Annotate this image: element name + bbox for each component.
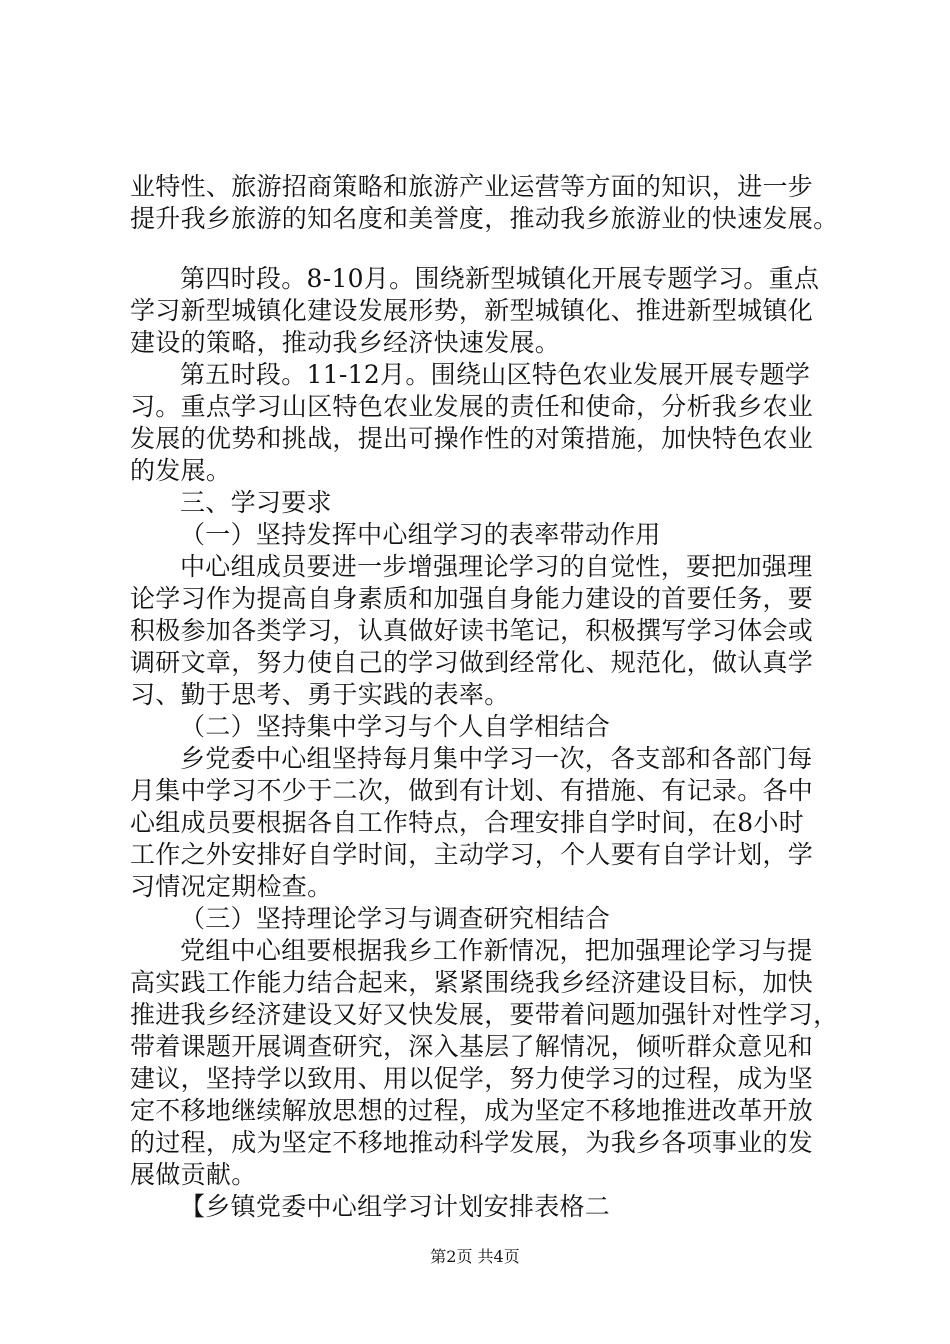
paragraph-gap bbox=[130, 235, 842, 263]
text-line: 调研文章，努力使自己的学习做到经常化、规范化，做认真学 bbox=[130, 648, 814, 677]
text-line: 带着课题开展调查研究，深入基层了解情况，倾听群众意见和 bbox=[130, 1032, 814, 1061]
text-line: 定不移地继续解放思想的过程，成为坚定不移地推进改革开放 bbox=[130, 1096, 814, 1125]
text-line: 中心组成员要进一步增强理论学习的自觉性，要把加强理 bbox=[180, 552, 813, 581]
text-line: 月集中学习不少于二次，做到有计划、有措施、有记录。各中 bbox=[130, 776, 814, 805]
text-line: 建议，坚持学以致用、用以促学，努力使学习的过程，成为坚 bbox=[130, 1064, 814, 1093]
subsection-heading: （一）坚持发挥中心组学习的表率带动作用 bbox=[180, 520, 661, 549]
text-line: 推进我乡经济建设又好又快发展，要带着问题加强针对性学习， bbox=[130, 1000, 839, 1029]
section-heading: 三、学习要求 bbox=[180, 488, 332, 517]
text-line: 高实践工作能力结合起来，紧紧围绕我乡经济建设目标，加快 bbox=[130, 968, 814, 997]
text-line: 党组中心组要根据我乡工作新情况，把加强理论学习与提 bbox=[180, 936, 813, 965]
page-footer: 第2页 共4页 bbox=[430, 1247, 520, 1266]
link-heading: 【乡镇党委中心组学习计划安排表格二 bbox=[180, 1192, 611, 1221]
text-line: 学习新型城镇化建设发展形势，新型城镇化、推进新型城镇化 bbox=[130, 296, 814, 325]
text-line: 建设的策略，推动我乡经济快速发展。 bbox=[130, 328, 561, 357]
subsection-heading: （二）坚持集中学习与个人自学相结合 bbox=[180, 712, 611, 741]
text-line: 提升我乡旅游的知名度和美誉度，推动我乡旅游业的快速发展。 bbox=[130, 204, 839, 233]
text-line: 论学习作为提高自身素质和加强自身能力建设的首要任务，要 bbox=[130, 584, 814, 613]
text-line: 发展的优势和挑战，提出可操作性的对策措施，加快特色农业 bbox=[130, 424, 814, 453]
text-line: 心组成员要根据各自工作特点，合理安排自学时间，在8小时 bbox=[130, 808, 805, 837]
text-line: 业特性、旅游招商策略和旅游产业运营等方面的知识，进一步 bbox=[130, 172, 814, 201]
document-body bbox=[130, 171, 842, 1223]
text-line: 展做贡献。 bbox=[130, 1160, 257, 1189]
text-line: 的过程，成为坚定不移地推动科学发展，为我乡各项事业的发 bbox=[130, 1128, 814, 1157]
subsection-heading: （三）坚持理论学习与调查研究相结合 bbox=[180, 904, 611, 933]
text-line: 习、勤于思考、勇于实践的表率。 bbox=[130, 680, 510, 709]
text-line: 习情况定期检查。 bbox=[130, 872, 333, 901]
text-line: 工作之外安排好自学时间，主动学习，个人要有自学计划，学 bbox=[130, 840, 814, 869]
text-line: 积极参加各类学习，认真做好读书笔记，积极撰写学习体会或 bbox=[130, 616, 814, 645]
text-line: 习。重点学习山区特色农业发展的责任和使命，分析我乡农业 bbox=[130, 392, 814, 421]
text-line: 乡党委中心组坚持每月集中学习一次，各支部和各部门每 bbox=[180, 744, 813, 773]
text-line: 第五时段。11-12月。围绕山区特色农业发展开展专题学 bbox=[180, 360, 811, 389]
text-line: 第四时段。8-10月。围绕新型城镇化开展专题学习。重点 bbox=[180, 264, 820, 293]
text-line: 的发展。 bbox=[130, 456, 232, 485]
